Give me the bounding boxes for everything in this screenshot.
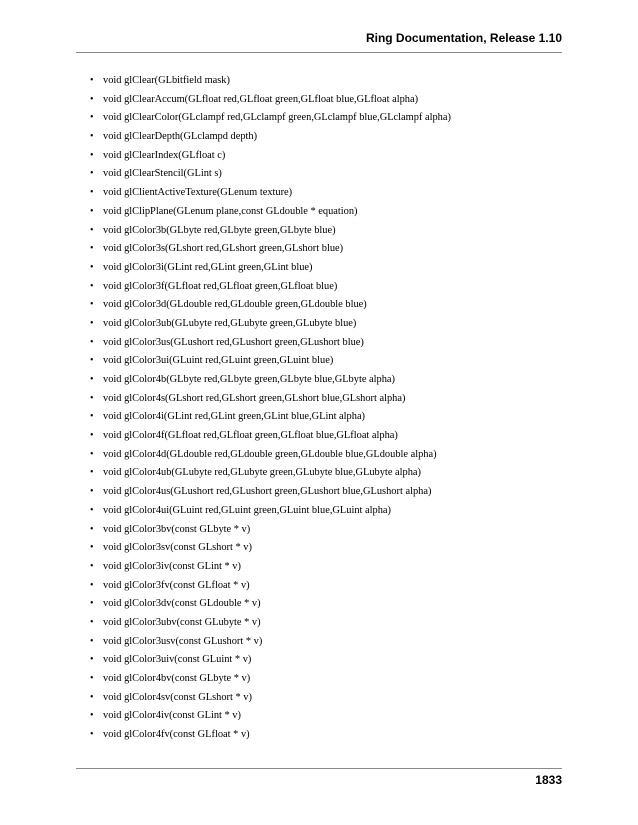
function-signature: void glColor4i(GLint red,GLint green,GLint blue,GLint alpha) [103,411,366,423]
list-item [90,147,451,166]
function-signature: void glColor4sv(const GLshort * v) [103,691,252,703]
function-signature: void glColor3bv(const GLbyte * v) [103,523,251,535]
function-signature: void glColor3d(GLdouble red,GLdouble green,GLdouble blue) [103,299,367,311]
bullet-icon: • [90,635,94,647]
function-signature: void glClipPlane(GLenum plane,const GLdouble * equation) [103,205,358,217]
bullet-icon: • [90,317,94,329]
function-signature: void glColor3b(GLbyte red,GLbyte green,GLbyte blue) [103,224,336,236]
function-signature: void glColor4iv(const GLint * v) [103,710,241,722]
list-item [90,371,451,390]
function-signature: void glClearStencil(GLint s) [103,168,222,180]
function-signature: void glClear(GLbitfield mask) [103,75,230,86]
list-item [90,278,451,297]
header-divider [76,52,562,53]
list-item [90,670,451,689]
list-item [90,72,451,91]
bullet-icon: • [90,542,94,554]
list-item [90,464,451,483]
bullet-icon: • [90,75,94,86]
list-item [90,222,451,241]
function-signature: void glColor3uiv(const GLuint * v) [103,654,252,666]
bullet-icon: • [90,673,94,684]
bullet-icon: • [90,430,94,442]
bullet-icon: • [90,112,94,124]
function-signature: void glColor4us(GLushort red,GLushort green,GLushort blue,GLushort alpha) [103,486,432,498]
bullet-icon: • [90,448,94,460]
function-signature: void glColor3iv(const GLint * v) [103,560,241,572]
list-item [90,91,451,110]
function-signature: void glClearAccum(GLfloat red,GLfloat green,GLfloat blue,GLfloat alpha) [103,93,419,105]
function-signature: void glColor3s(GLshort red,GLshort green,GLshort blue) [103,243,344,255]
list-item [90,128,451,147]
list-item [90,595,451,614]
footer-divider [76,768,562,769]
function-signature: void glColor3ui(GLuint red,GLuint green,GLuint blue) [103,355,334,367]
list-item [90,651,451,670]
bullet-icon: • [90,523,94,535]
function-signature: void glColor3usv(const GLushort * v) [103,635,263,647]
list-item [90,296,451,315]
list-item [90,726,451,745]
list-item [90,109,451,128]
bullet-icon: • [90,355,94,367]
function-signature: void glColor4f(GLfloat red,GLfloat green,GLfloat blue,GLfloat alpha) [103,430,398,442]
list-item [90,408,451,427]
bullet-icon: • [90,560,94,572]
list-item [90,707,451,726]
function-signature: void glColor3f(GLfloat red,GLfloat green,GLfloat blue) [103,280,338,292]
list-item [90,184,451,203]
function-signature: void glColor4bv(const GLbyte * v) [103,673,251,684]
list-item [90,427,451,446]
list-item [90,521,451,540]
function-signature: void glColor4d(GLdouble red,GLdouble green,GLdouble blue,GLdouble alpha) [103,448,437,460]
function-signature: void glColor4fv(const GLfloat * v) [103,729,250,741]
function-signature: void glColor3ubv(const GLubyte * v) [103,616,261,628]
function-signature: void glClearColor(GLclampf red,GLclampf green,GLclampf blue,GLclampf alpha) [103,112,451,124]
list-item [90,689,451,708]
list-item [90,390,451,409]
bullet-icon: • [90,654,94,666]
bullet-icon: • [90,224,94,236]
bullet-icon: • [90,411,94,423]
bullet-icon: • [90,504,94,516]
list-item [90,502,451,521]
list-item [90,259,451,278]
list-item [90,539,451,558]
bullet-icon: • [90,467,94,479]
bullet-icon: • [90,205,94,217]
bullet-icon: • [90,93,94,105]
function-signature: void glClientActiveTexture(GLenum texture) [103,187,293,199]
function-signature: void glColor3i(GLint red,GLint green,GLint blue) [103,261,313,273]
function-list [90,72,451,745]
bullet-icon: • [90,149,94,161]
bullet-icon: • [90,710,94,722]
bullet-icon: • [90,299,94,311]
list-item [90,558,451,577]
list-item [90,446,451,465]
list-item [90,240,451,259]
bullet-icon: • [90,168,94,180]
list-item [90,577,451,596]
bullet-icon: • [90,486,94,498]
bullet-icon: • [90,261,94,273]
list-item [90,352,451,371]
bullet-icon: • [90,374,94,385]
function-signature: void glColor4s(GLshort red,GLshort green,GLshort blue,GLshort alpha) [103,392,406,404]
bullet-icon: • [90,187,94,199]
list-item [90,315,451,334]
list-item [90,334,451,353]
bullet-icon: • [90,336,94,348]
list-item [90,165,451,184]
bullet-icon: • [90,243,94,255]
bullet-icon: • [90,616,94,628]
function-signature: void glColor4ub(GLubyte red,GLubyte green,GLubyte blue,GLubyte alpha) [103,467,421,479]
function-signature: void glColor3us(GLushort red,GLushort green,GLushort blue) [103,336,364,348]
bullet-icon: • [90,579,94,591]
function-signature: void glClearDepth(GLclampd depth) [103,131,258,143]
function-signature: void glColor3ub(GLubyte red,GLubyte green,GLubyte blue) [103,317,357,329]
page-number: 1833 [535,773,562,787]
list-item [90,483,451,502]
bullet-icon: • [90,280,94,292]
header-title: Ring Documentation, Release 1.10 [365,31,562,45]
function-signature: void glColor4ui(GLuint red,GLuint green,GLuint blue,GLuint alpha) [103,504,391,516]
function-signature: void glColor3dv(const GLdouble * v) [103,598,261,610]
function-signature: void glClearIndex(GLfloat c) [103,149,226,161]
list-item [90,203,451,222]
function-signature: void glColor3fv(const GLfloat * v) [103,579,250,591]
bullet-icon: • [90,598,94,610]
list-item [90,633,451,652]
bullet-icon: • [90,729,94,741]
function-signature: void glColor4b(GLbyte red,GLbyte green,GLbyte blue,GLbyte alpha) [103,374,396,385]
bullet-icon: • [90,691,94,703]
list-item [90,614,451,633]
bullet-icon: • [90,392,94,404]
function-signature: void glColor3sv(const GLshort * v) [103,542,252,554]
bullet-icon: • [90,131,94,143]
